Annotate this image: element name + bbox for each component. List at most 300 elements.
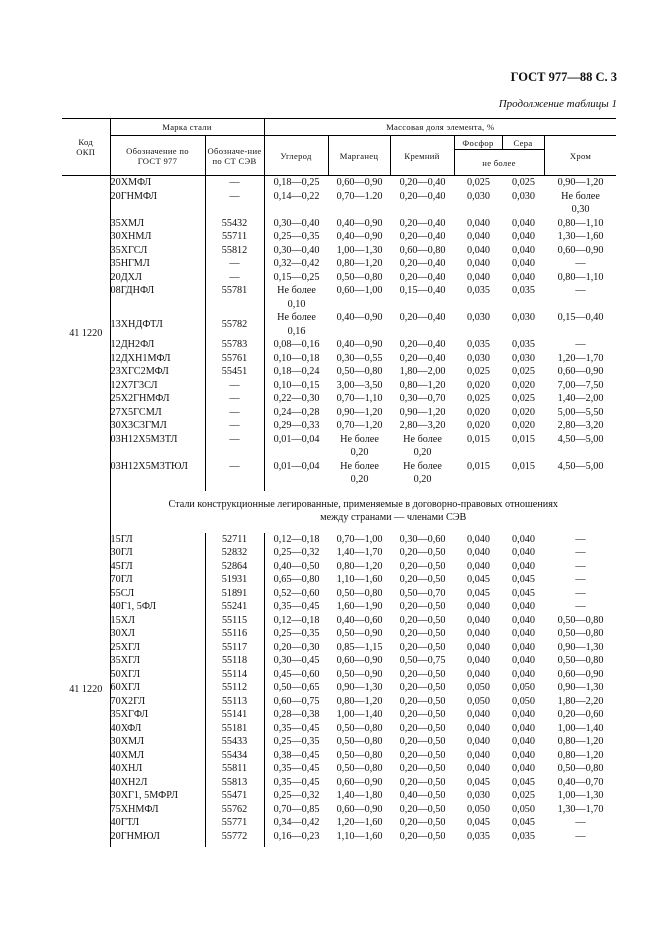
manganese-value: 0,50—0,80 <box>336 736 383 747</box>
manganese-value: 0,50—0,80 <box>336 722 383 734</box>
sulfur-value: 0,030 <box>512 312 535 323</box>
silicon-value: 0,80—1,20 <box>399 379 446 391</box>
sev-designation: 55812 <box>221 244 248 256</box>
silicon-value: 0,20—0,50 <box>399 574 446 585</box>
phosphorus-value: 0,040 <box>467 722 490 734</box>
section-2-title-row <box>62 491 616 533</box>
composition-row <box>265 433 617 447</box>
sev-designation: — <box>229 393 240 404</box>
manganese-value-line2: 0,20 <box>350 474 369 485</box>
chromium-value: 1,00—1,30 <box>557 790 604 801</box>
silicon-value: 0,20—0,50 <box>399 763 446 774</box>
composition-row <box>265 816 617 830</box>
chromium-value: — <box>575 601 586 612</box>
carbon-value-line2: 0,10 <box>287 298 306 310</box>
phosphorus-value: 0,050 <box>467 682 490 693</box>
sev-designation: 55432 <box>221 217 248 229</box>
carbon-value: 0,18—0,24 <box>273 366 320 377</box>
composition-row <box>265 284 617 298</box>
manganese-value: 0,80—1,20 <box>336 560 383 572</box>
phosphorus-value: 0,040 <box>467 244 490 256</box>
sulfur-value: 0,030 <box>512 190 535 202</box>
composition-row <box>265 762 617 776</box>
manganese-value: 0,40—0,90 <box>336 231 383 242</box>
silicon-value: 0,20—0,50 <box>399 722 446 734</box>
sulfur-value: 0,040 <box>512 709 535 720</box>
chromium-value: 1,00—1,40 <box>557 722 604 734</box>
sulfur-value: 0,040 <box>512 749 535 761</box>
sulfur-value: 0,045 <box>512 574 535 585</box>
composition-row-continuation <box>265 473 617 487</box>
sev-designation: 55781 <box>221 285 248 296</box>
carbon-value: 0,10—0,15 <box>273 379 320 391</box>
silicon-value: 0,40—0,50 <box>399 790 446 801</box>
phosphorus-value: 0,030 <box>467 352 490 364</box>
col-header-not-more: не более <box>455 150 545 175</box>
manganese-value: 0,50—0,80 <box>336 271 383 283</box>
sev-designation: 55451 <box>221 366 248 377</box>
sulfur-value: 0,020 <box>512 420 535 431</box>
steel-grade: 40ХМЛ <box>110 749 145 761</box>
carbon-value-line2: 0,16 <box>287 325 306 337</box>
steel-grade: 50ХГЛ <box>110 668 141 680</box>
composition-row <box>265 722 617 736</box>
carbon-value: 0,25—0,32 <box>273 790 320 801</box>
carbon-value: 0,12—0,18 <box>273 614 320 626</box>
composition-row <box>265 681 617 695</box>
steel-grade: 27Х5ГСМЛ <box>110 406 162 418</box>
silicon-value: 0,15—0,40 <box>399 285 446 296</box>
sulfur-value: 0,025 <box>512 366 535 377</box>
manganese-value: 0,50—0,80 <box>336 749 383 761</box>
composition-row <box>265 392 617 406</box>
silicon-value: 0,50—0,75 <box>399 655 446 666</box>
sev-designation: — <box>229 177 240 188</box>
phosphorus-value: 0,020 <box>467 406 490 418</box>
steel-grade: 15ХЛ <box>110 614 135 626</box>
silicon-value: 0,20—0,40 <box>399 271 446 283</box>
manganese-value: 0,40—0,90 <box>336 217 383 229</box>
manganese-value: 1,40—1,80 <box>336 790 383 801</box>
silicon-value: 0,20—0,50 <box>399 668 446 680</box>
sulfur-value: 0,025 <box>512 393 535 404</box>
silicon-value: 0,20—0,50 <box>399 749 446 761</box>
chromium-value: 0,50—0,80 <box>557 628 604 639</box>
silicon-value: 0,20—0,50 <box>399 560 446 572</box>
sev-designation: 55115 <box>221 614 248 626</box>
values-column-2 <box>264 533 616 848</box>
chromium-value: 1,30—1,60 <box>557 231 604 242</box>
phosphorus-value: 0,035 <box>467 285 490 296</box>
manganese-value: 0,85—1,15 <box>336 641 383 653</box>
steel-grade: 35НГМЛ <box>110 258 150 269</box>
sev-designation: 55762 <box>221 803 248 815</box>
sulfur-value: 0,020 <box>512 406 535 418</box>
sulfur-value: 0,040 <box>512 533 535 545</box>
steel-grade: 35ХГЛ <box>110 655 141 666</box>
composition-row <box>265 708 617 722</box>
silicon-value: 0,20—0,50 <box>399 776 446 788</box>
sev-designation: 55113 <box>221 695 248 707</box>
phosphorus-value: 0,040 <box>467 217 490 229</box>
phosphorus-value: 0,040 <box>467 655 490 666</box>
carbon-value: 0,60—0,75 <box>273 695 320 707</box>
sulfur-value: 0,035 <box>512 285 535 296</box>
sev-designation: — <box>229 433 240 445</box>
sulfur-value: 0,045 <box>512 587 535 599</box>
sev-designation: 55434 <box>221 749 248 761</box>
steel-grade: 12ДХН1МФЛ <box>110 352 171 364</box>
sev-designation: 51931 <box>221 574 248 585</box>
steel-grade: 03Н12Х5М3ТЮЛ <box>110 460 188 472</box>
chromium-value: — <box>575 547 586 558</box>
phosphorus-value: 0,040 <box>467 736 490 747</box>
phosphorus-value: 0,040 <box>467 749 490 761</box>
phosphorus-value: 0,035 <box>467 339 490 350</box>
chromium-value: 0,90—1,20 <box>557 177 604 188</box>
steel-grade: 35ХГФЛ <box>110 709 149 720</box>
silicon-value: 0,20—0,50 <box>399 830 446 842</box>
silicon-value: 2,80—3,20 <box>399 420 446 431</box>
steel-grade: 30ХНМЛ <box>110 231 152 242</box>
sulfur-value: 0,030 <box>512 352 535 364</box>
composition-row <box>265 614 617 628</box>
phosphorus-value: 0,040 <box>467 763 490 774</box>
sev-designation: 55116 <box>221 628 248 639</box>
manganese-value: 0,90—1,30 <box>336 682 383 693</box>
sulfur-value: 0,025 <box>512 177 535 188</box>
steel-grade: 30ХМЛ <box>110 736 145 747</box>
sev-designation: 55241 <box>221 601 248 612</box>
sev-designation: 55711 <box>221 231 248 242</box>
silicon-value: 0,30—0,60 <box>399 533 446 545</box>
steel-grade: 20ГНМЮЛ <box>110 830 160 842</box>
carbon-value: 0,25—0,32 <box>273 547 320 558</box>
manganese-value: 0,60—0,90 <box>336 776 383 788</box>
sulfur-value: 0,020 <box>512 379 535 391</box>
sev-designation: — <box>229 190 240 202</box>
element-headers <box>264 136 616 176</box>
sev-designation: 55433 <box>221 736 248 747</box>
manganese-value: 0,70—1,00 <box>336 533 383 545</box>
phosphorus-value: 0,020 <box>467 420 490 431</box>
manganese-value: 0,50—0,80 <box>336 366 383 377</box>
sev-designation: — <box>229 379 240 391</box>
section-1 <box>62 176 616 491</box>
phosphorus-value: 0,035 <box>467 830 490 842</box>
sev-designation: 55783 <box>221 339 248 350</box>
composition-row <box>265 217 617 231</box>
sulfur-value: 0,040 <box>512 231 535 242</box>
composition-row <box>265 419 617 433</box>
steel-grade: 12Х7Г3СЛ <box>110 379 158 391</box>
carbon-value: 0,52—0,60 <box>273 587 320 599</box>
sev-designation: 55114 <box>221 668 248 680</box>
steel-composition-table <box>62 118 616 847</box>
silicon-value: 0,20—0,40 <box>399 190 446 202</box>
manganese-value: 0,50—0,80 <box>336 763 383 774</box>
carbon-value: Не более <box>277 312 316 323</box>
sev-designation: 55782 <box>221 319 248 330</box>
phosphorus-value: 0,040 <box>467 533 490 545</box>
okp-code-cell-2 <box>62 533 110 848</box>
phosphorus-value: 0,025 <box>467 393 490 404</box>
manganese-value-line2: 0,20 <box>350 447 369 458</box>
steel-grade: 03Н12Х5М3ТЛ <box>110 433 178 445</box>
silicon-value: Не более <box>403 433 442 445</box>
chromium-value: 0,80—1,20 <box>557 749 604 761</box>
steel-grade: 40Г1, 5ФЛ <box>110 601 157 612</box>
sulfur-value: 0,040 <box>512 641 535 653</box>
chromium-value: — <box>575 574 586 585</box>
chromium-value: 0,50—0,80 <box>557 614 604 626</box>
col-header-manganese: Марганец <box>329 136 391 175</box>
carbon-value: 0,25—0,35 <box>273 628 320 639</box>
carbon-value: 0,30—0,45 <box>273 655 320 666</box>
sev-column-2 <box>205 533 264 848</box>
sulfur-value: 0,040 <box>512 763 535 774</box>
composition-row <box>265 735 617 749</box>
composition-row <box>265 600 617 614</box>
manganese-value: 1,10—1,60 <box>336 574 383 585</box>
phosphorus-value: 0,040 <box>467 614 490 626</box>
composition-row <box>265 352 617 366</box>
silicon-value-line2: 0,20 <box>413 447 432 458</box>
sev-designation: 55761 <box>221 352 248 364</box>
section-2-title: Стали конструкционные легированные, применяемые в договорно-правовых отношениях между странами — членами СЭВ <box>168 498 559 523</box>
steel-grade: 13ХНДФТЛ <box>110 319 163 330</box>
silicon-value: 0,20—0,40 <box>399 258 446 269</box>
sulfur-value: 0,040 <box>512 655 535 666</box>
phosphorus-value: 0,040 <box>467 560 490 572</box>
carbon-value: 0,32—0,42 <box>273 258 320 269</box>
carbon-value: 0,45—0,60 <box>273 668 320 680</box>
sulfur-value: 0,050 <box>512 695 535 707</box>
col-header-silicon: Кремний <box>391 136 455 175</box>
chromium-value: Не более <box>561 190 600 202</box>
manganese-value: Не более <box>340 460 379 472</box>
manganese-value: 0,50—0,80 <box>336 587 383 599</box>
steel-grade: 40ХНЛ <box>110 763 143 774</box>
carbon-value: 0,70—0,85 <box>273 803 320 815</box>
steel-grade: 60ХГЛ <box>110 682 141 693</box>
col-header-phosphorus: Фосфор <box>455 136 503 150</box>
sulfur-value: 0,035 <box>512 339 535 350</box>
steel-grade: 23ХГС2МФЛ <box>110 366 169 377</box>
sev-designation: 55141 <box>221 709 248 720</box>
composition-row <box>265 627 617 641</box>
phosphorus-value: 0,040 <box>467 271 490 283</box>
chromium-value: 0,50—0,80 <box>557 655 604 666</box>
manganese-value: 3,00—3,50 <box>336 379 383 391</box>
silicon-value: 0,20—0,50 <box>399 547 446 558</box>
sev-designation: 55771 <box>221 817 248 828</box>
chromium-value: 0,90—1,30 <box>557 682 604 693</box>
silicon-value: 0,20—0,40 <box>399 339 446 350</box>
table-continuation-label: Продолжение таблицы 1 <box>498 98 617 110</box>
composition-row <box>265 190 617 204</box>
sulfur-value: 0,015 <box>512 433 535 445</box>
col-header-mass-fraction: Массовая доля элемента, % <box>264 119 616 136</box>
sulfur-value: 0,025 <box>512 790 535 801</box>
sulfur-value: 0,040 <box>512 668 535 680</box>
sev-designation: 51891 <box>221 587 248 599</box>
sulfur-value: 0,040 <box>512 614 535 626</box>
manganese-value: 1,60—1,90 <box>336 601 383 612</box>
sev-designation: 52832 <box>221 547 248 558</box>
carbon-value: 0,34—0,42 <box>273 817 320 828</box>
chromium-value: 0,20—0,60 <box>557 709 604 720</box>
steel-grade: 70ГЛ <box>110 574 133 585</box>
phosphorus-value: 0,045 <box>467 776 490 788</box>
manganese-value: 0,60—0,90 <box>336 177 383 188</box>
carbon-value: Не более <box>277 285 316 296</box>
col-header-code: Код ОКП <box>62 119 110 176</box>
steel-grade: 30ХЛ <box>110 628 135 639</box>
chromium-value: — <box>575 830 586 842</box>
steel-grade: 08ГДНФЛ <box>110 285 155 296</box>
carbon-value: 0,24—0,28 <box>273 406 320 418</box>
silicon-value: 0,20—0,50 <box>399 709 446 720</box>
sulfur-value: 0,040 <box>512 547 535 558</box>
chromium-value: 0,80—1,10 <box>557 271 604 283</box>
steel-grade: 35ХМЛ <box>110 217 145 229</box>
composition-row <box>265 546 617 560</box>
composition-row <box>265 641 617 655</box>
composition-row <box>265 230 617 244</box>
carbon-value: 0,30—0,40 <box>273 217 320 229</box>
sev-designation: 55117 <box>221 641 248 653</box>
manganese-value: Не более <box>340 433 379 445</box>
chromium-value: 2,80—3,20 <box>557 420 604 431</box>
sulfur-value: 0,015 <box>512 460 535 472</box>
sev-designation: 55811 <box>221 763 248 774</box>
sulfur-value: 0,045 <box>512 776 535 788</box>
manganese-value: 0,40—0,60 <box>336 614 383 626</box>
sulfur-value: 0,040 <box>512 722 535 734</box>
col-header-sev: Обозначе-ние по СТ СЭВ <box>205 136 264 176</box>
steel-grade: 40ГТЛ <box>110 817 140 828</box>
composition-row <box>265 587 617 601</box>
sulfur-value: 0,050 <box>512 682 535 693</box>
composition-row-continuation <box>265 325 617 339</box>
sulfur-value: 0,040 <box>512 628 535 639</box>
composition-row <box>265 749 617 763</box>
silicon-value: 0,20—0,50 <box>399 682 446 693</box>
carbon-value: 0,22—0,30 <box>273 393 320 404</box>
composition-row <box>265 803 617 817</box>
phosphorus-value: 0,045 <box>467 574 490 585</box>
composition-row <box>265 244 617 258</box>
phosphorus-value: 0,040 <box>467 668 490 680</box>
carbon-value: 0,35—0,45 <box>273 601 320 612</box>
composition-row <box>265 257 617 271</box>
steel-grade: 25Х2ГНМФЛ <box>110 393 170 404</box>
sulfur-value: 0,040 <box>512 560 535 572</box>
manganese-value: 0,60—0,90 <box>336 655 383 666</box>
composition-row-continuation <box>265 203 617 217</box>
carbon-value: 0,50—0,65 <box>273 682 320 693</box>
chromium-value: — <box>575 533 586 545</box>
manganese-value: 1,10—1,60 <box>336 830 383 842</box>
composition-row <box>265 560 617 574</box>
phosphorus-value: 0,015 <box>467 460 490 472</box>
silicon-value: 1,80—2,00 <box>399 366 446 377</box>
carbon-value: 0,01—0,04 <box>273 433 320 445</box>
silicon-value: 0,20—0,40 <box>399 352 446 364</box>
carbon-value: 0,28—0,38 <box>273 709 320 720</box>
col-header-sulfur: Сера <box>503 136 545 150</box>
sev-designation: — <box>229 258 240 269</box>
manganese-value: 0,80—1,20 <box>336 258 383 269</box>
carbon-value: 0,35—0,45 <box>273 776 320 788</box>
phosphorus-value: 0,050 <box>467 803 490 815</box>
grade-column-2 <box>110 533 205 848</box>
sulfur-value: 0,050 <box>512 803 535 815</box>
phosphorus-value: 0,020 <box>467 379 490 391</box>
composition-row <box>265 176 617 190</box>
carbon-value: 0,35—0,45 <box>273 763 320 774</box>
steel-grade: 70Х2ГЛ <box>110 695 146 707</box>
manganese-value: 0,70—1.20 <box>336 190 383 202</box>
sulfur-value: 0,040 <box>512 601 535 612</box>
sev-designation: — <box>229 460 240 472</box>
phosphorus-value: 0,050 <box>467 695 490 707</box>
sev-designation: 55118 <box>221 655 248 666</box>
silicon-value: 0,20—0,50 <box>399 695 446 707</box>
manganese-value: 0,40—0,90 <box>336 339 383 350</box>
chromium-value: 1,30—1,70 <box>557 803 604 815</box>
phosphorus-value: 0,025 <box>467 366 490 377</box>
steel-grade: 20ХМФЛ <box>110 177 152 188</box>
phosphorus-value: 0,040 <box>467 601 490 612</box>
phosphorus-value: 0,040 <box>467 709 490 720</box>
sulfur-value: 0,040 <box>512 736 535 747</box>
composition-row <box>265 460 617 474</box>
phosphorus-value: 0,015 <box>467 433 490 445</box>
carbon-value: 0,25—0,35 <box>273 231 320 242</box>
manganese-value: 0,50—0,90 <box>336 668 383 680</box>
carbon-value: 0,30—0,40 <box>273 244 320 256</box>
composition-row <box>265 338 617 352</box>
chromium-value: 0,80—1,10 <box>557 217 604 229</box>
phosphorus-value: 0,040 <box>467 258 490 269</box>
sev-designation: 55471 <box>221 790 248 801</box>
col-header-chromium: Хром <box>569 150 592 161</box>
phosphorus-value: 0,030 <box>467 312 490 323</box>
steel-grade: 15ГЛ <box>110 533 133 545</box>
okp-code: 41 1220 <box>69 684 103 696</box>
manganese-value: 0,40—0,90 <box>336 312 383 323</box>
manganese-value: 0,50—0,90 <box>336 628 383 639</box>
steel-grade: 20ДХЛ <box>110 271 142 283</box>
okp-code-cell <box>62 176 110 491</box>
chromium-value: 0,60—0,90 <box>557 244 604 256</box>
carbon-value: 0,25—0,35 <box>273 736 320 747</box>
sev-designation: 52864 <box>221 560 248 572</box>
composition-row-continuation <box>265 446 617 460</box>
silicon-value-line2: 0,20 <box>413 474 432 485</box>
carbon-value: 0,18—0,25 <box>273 177 320 188</box>
sev-designation: — <box>229 406 240 418</box>
composition-row <box>265 695 617 709</box>
silicon-value: 0,20—0,50 <box>399 601 446 612</box>
chromium-value: 0,60—0,90 <box>557 668 604 680</box>
sev-designation: 55181 <box>221 722 248 734</box>
sev-designation: 52711 <box>221 533 248 545</box>
chromium-value: 5,00—5,50 <box>557 406 604 418</box>
silicon-value: 0,20—0,40 <box>399 217 446 229</box>
